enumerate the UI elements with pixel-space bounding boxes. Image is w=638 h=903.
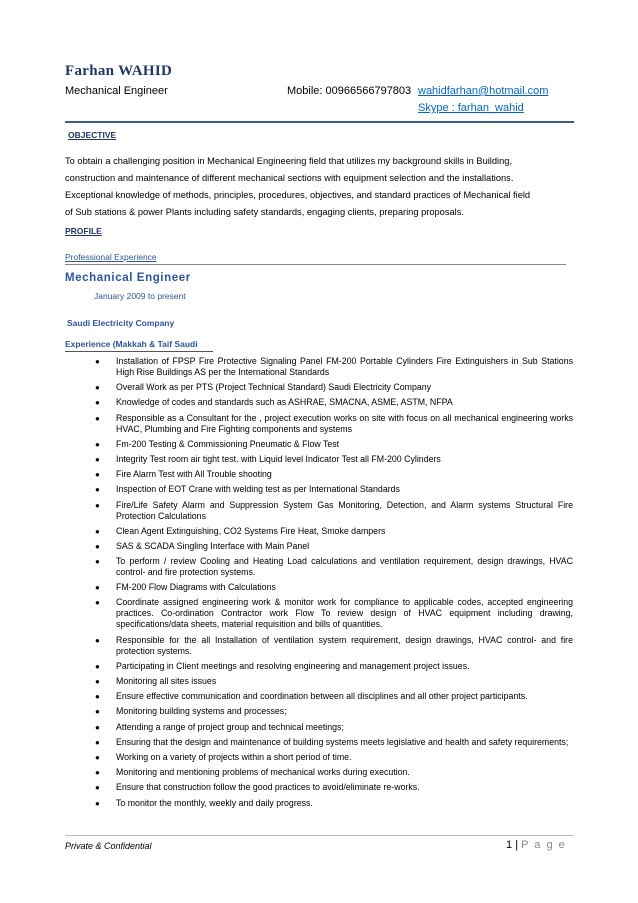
duty-item xyxy=(65,722,573,733)
duty-item xyxy=(65,526,573,537)
page-number: 1 xyxy=(506,839,513,851)
duty-item xyxy=(65,439,573,450)
duty-item xyxy=(65,752,573,763)
bullet-icon: ● xyxy=(95,692,100,702)
profile-heading: PROFILE xyxy=(65,226,102,236)
duty-item xyxy=(65,556,573,578)
bullet-icon: ● xyxy=(95,661,100,671)
duty-item xyxy=(65,767,573,778)
duty-text: Ensure effective communication and coordination between all disciplines and all other project participants. xyxy=(116,691,528,702)
bullet-icon: ● xyxy=(95,500,100,510)
bullet-icon: ● xyxy=(95,707,100,717)
duty-item xyxy=(65,382,573,393)
duty-text: Fire/Life Safety Alarm and Suppression System Gas Monitoring, Detection, and Alarm systems Structural Fire Protection Calculations xyxy=(116,499,573,521)
location-underline xyxy=(65,351,213,352)
job-dates: January 2009 to present xyxy=(94,291,186,301)
bullet-icon: ● xyxy=(95,485,100,495)
duty-item xyxy=(65,454,573,465)
page-separator: | xyxy=(515,839,519,851)
duty-text: To monitor the monthly, weekly and daily progress. xyxy=(116,797,313,808)
duty-item xyxy=(65,500,573,522)
duty-text: Ensuring that the design and maintenance of building systems meets legislative and health and safety requirements; xyxy=(116,736,569,747)
duty-text: Coordinate assigned engineering work & monitor work for compliance to applicable codes, accepted engineering practices. Co-ordination Contractor work Flow To review design of HVAC equipment including drawing, specifications/data sheets, material requisition and bills of quantities. xyxy=(116,597,573,630)
duty-item xyxy=(65,676,573,687)
duty-item xyxy=(65,706,573,717)
duty-item xyxy=(65,484,573,495)
duty-text: To perform / review Cooling and Heating Load calculations and ventilation requirement, design drawings, HVAC control- and fire protection systems. xyxy=(116,556,573,578)
bullet-icon: ● xyxy=(95,454,100,464)
bullet-icon: ● xyxy=(95,783,100,793)
mobile-number: Mobile: 00966566797803 xyxy=(287,85,412,97)
section-divider xyxy=(65,264,566,265)
bullet-icon: ● xyxy=(95,635,100,645)
candidate-name: Farhan WAHID xyxy=(65,63,173,79)
bullet-icon: ● xyxy=(95,722,100,732)
objective-line: Exceptional knowledge of methods, principles, procedures, objectives, and standard practices of Mechanical field xyxy=(65,190,531,200)
duty-text: Working on a variety of projects within a short period of time. xyxy=(116,751,352,762)
duty-text: Ensure that construction follow the good practices to avoid/eliminate re-works. xyxy=(116,782,420,793)
footer-confidential: Private & Confidential xyxy=(65,841,152,851)
bullet-icon: ● xyxy=(95,383,100,393)
duty-item xyxy=(65,413,573,435)
duties-list xyxy=(65,356,573,813)
duty-text: Installation of FPSP Fire Protective Signaling Panel FM-200 Portable Cylinders Fire Extinguishers in Sub Stations High Rise Buildings AS per the International Standards xyxy=(116,356,573,377)
duty-text: Fm-200 Testing & Commissioning Pneumatic & Flow Test xyxy=(116,438,340,449)
bullet-icon: ● xyxy=(95,439,100,449)
objective-line: To obtain a challenging position in Mechanical Engineering field that utilizes my background skills in Building, xyxy=(65,156,513,166)
duty-text: Clean Agent Extinguishing, CO2 Systems Fire Heat, Smoke dampers xyxy=(116,525,386,536)
bullet-icon: ● xyxy=(95,768,100,778)
duty-text: Monitoring all sites issues xyxy=(116,676,217,686)
duty-item xyxy=(65,469,573,480)
duty-text: Inspection of EOT Crane with welding test as per International Standards xyxy=(116,484,400,495)
footer-page-number xyxy=(506,839,566,851)
professional-experience-heading: Professional Experience xyxy=(65,252,157,262)
bullet-icon: ● xyxy=(95,598,100,608)
duty-text: Attending a range of project group and technical meetings; xyxy=(116,721,344,732)
objective-line: construction and maintenance of different mechanical sections with equipment selection and the installations. xyxy=(65,173,514,183)
duty-text: Fire Alarm Test with All Trouble shooting xyxy=(116,469,272,480)
experience-location: Experience (Makkah & Taif Saudi xyxy=(65,339,198,349)
objective-paragraph xyxy=(65,153,574,221)
duty-text: Responsible for the all Installation of ventilation system requirement, design drawings, HVAC control- and fire protection systems. xyxy=(116,634,573,656)
duty-item xyxy=(65,782,573,793)
duty-text: Knowledge of codes and standards such as ASHRAE, SMACNA, ASME, ASTM, NFPA xyxy=(116,397,453,408)
duty-text: SAS & SCADA Singling Interface with Main Panel xyxy=(116,540,310,551)
footer-divider xyxy=(65,835,574,836)
job-title: Mechanical Engineer xyxy=(65,272,191,284)
duty-item xyxy=(65,356,573,378)
bullet-icon: ● xyxy=(95,557,100,567)
candidate-position: Mechanical Engineer xyxy=(65,85,168,97)
bullet-icon: ● xyxy=(95,526,100,536)
bullet-icon: ● xyxy=(95,357,100,366)
duty-item xyxy=(65,798,573,809)
duty-item xyxy=(65,397,573,408)
objective-line: of Sub stations & power Plants including safety standards, engaging clients, preparing proposals. xyxy=(65,207,464,217)
duty-text: FM-200 Flow Diagrams with Calculations xyxy=(116,582,276,593)
duty-item xyxy=(65,635,573,657)
duty-item xyxy=(65,691,573,702)
duty-text: Monitoring building systems and processes; xyxy=(116,706,287,717)
bullet-icon: ● xyxy=(95,470,100,480)
skype-link[interactable]: Skype : farhan_wahid xyxy=(418,102,524,114)
header-divider xyxy=(65,121,574,123)
duty-text: Participating in Client meetings and resolving engineering and management project issues. xyxy=(116,660,470,671)
duty-text: Overall Work as per PTS (Project Technical Standard) Saudi Electricity Company xyxy=(116,382,432,393)
bullet-icon: ● xyxy=(95,752,100,762)
duty-text: Responsible as a Consultant for the , project execution works on site with focus on all mechanical engineering works HVAC, Plumbing and Fire Fighting components and systems xyxy=(116,412,573,434)
bullet-icon: ● xyxy=(95,413,100,423)
company-name: Saudi Electricity Company xyxy=(67,318,175,328)
duty-text: Integrity Test room air tight test. with Liquid level Indicator Test all FM-200 Cylinders xyxy=(116,453,441,464)
duty-item xyxy=(65,597,573,630)
bullet-icon: ● xyxy=(95,398,100,408)
bullet-icon: ● xyxy=(95,737,100,747)
bullet-icon: ● xyxy=(95,541,100,551)
duty-item xyxy=(65,661,573,672)
objective-heading: OBJECTIVE xyxy=(68,130,117,140)
duty-text: Monitoring and mentioning problems of mechanical works during execution. xyxy=(116,767,410,778)
duty-item xyxy=(65,582,573,593)
bullet-icon: ● xyxy=(95,583,100,593)
bullet-icon: ● xyxy=(95,677,100,686)
bullet-icon: ● xyxy=(95,798,100,808)
duty-item xyxy=(65,541,573,552)
duty-item xyxy=(65,737,573,748)
email-link[interactable]: wahidfarhan@hotmail.com xyxy=(418,85,549,97)
page-label: P a g e xyxy=(521,839,567,851)
